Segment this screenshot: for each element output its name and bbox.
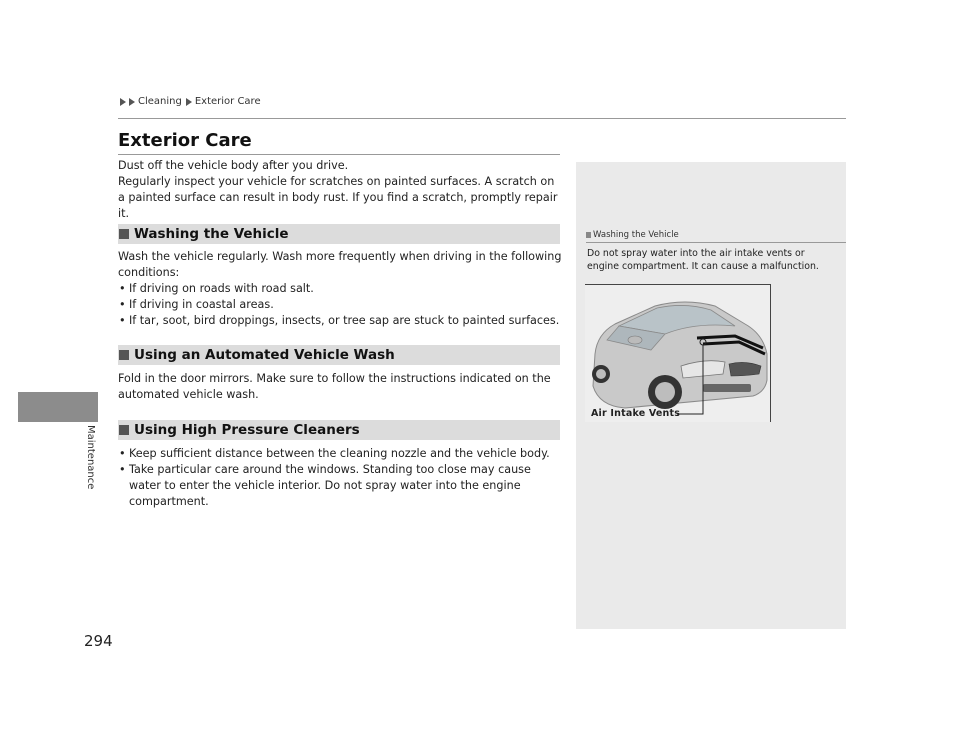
breadcrumb-item-cleaning[interactable]: Cleaning [138, 96, 182, 107]
intro-line-1: Dust off the vehicle body after you drive. [118, 159, 349, 172]
figure-callout-label: Air Intake Vents [591, 408, 681, 419]
car-illustration [585, 284, 771, 422]
list-item: • Take particular care around the windows. Standing too close may cause water to enter the vehicle interior. Do not spray water into the engine compartment. [118, 462, 563, 510]
section-heading-high-pressure [118, 420, 560, 440]
note-marker-icon [586, 232, 591, 238]
list-item: • If tar, soot, bird droppings, insects, or tree sap are stuck to painted surfaces. [118, 313, 563, 329]
page-number: 294 [84, 632, 113, 650]
header-divider [118, 118, 846, 119]
breadcrumb-item-exterior-care[interactable]: Exterior Care [194, 96, 261, 107]
square-bullet-icon [119, 350, 129, 360]
list-item: • Keep sufficient distance between the cleaning nozzle and the vehicle body. [118, 446, 563, 462]
washing-intro: Wash the vehicle regularly. Wash more frequently when driving in the following conditions: [118, 250, 562, 279]
section-heading-automated-wash [118, 345, 560, 365]
note-heading-text: Washing the Vehicle [593, 230, 679, 240]
chapter-label [84, 425, 98, 495]
high-pressure-list [118, 446, 563, 510]
breadcrumb-arrow-icon [120, 98, 126, 106]
list-item: • If driving in coastal areas. [118, 297, 563, 313]
section-heading-text: Using an Automated Vehicle Wash [134, 347, 395, 363]
breadcrumb-arrow-icon [186, 98, 192, 106]
note-heading [586, 230, 679, 240]
car-icon [585, 284, 771, 422]
chapter-tab [18, 392, 98, 422]
section-heading-text: Using High Pressure Cleaners [134, 422, 360, 438]
intro-paragraph: Regularly inspect your vehicle for scratches on painted surfaces. A scratch on a painted surface can result in body rust. If you find a scratch, promptly repair it. [118, 175, 558, 220]
square-bullet-icon [119, 229, 129, 239]
automated-wash-text: Fold in the door mirrors. Make sure to follow the instructions indicated on the automated vehicle wash. [118, 372, 551, 401]
square-bullet-icon [119, 425, 129, 435]
breadcrumb-arrow-icon [129, 98, 135, 106]
section-heading-text: Washing the Vehicle [134, 226, 289, 242]
title-divider [118, 154, 560, 155]
breadcrumb [120, 96, 261, 107]
list-item: • If driving on roads with road salt. [118, 281, 563, 297]
note-text: Do not spray water into the air intake vents or engine compartment. It can cause a malfunction. [587, 248, 819, 272]
page-title: Exterior Care [118, 130, 252, 151]
washing-conditions-list [118, 281, 563, 329]
chapter-label-text: Maintenance [85, 425, 96, 490]
note-divider [586, 242, 846, 243]
section-heading-washing [118, 224, 560, 244]
